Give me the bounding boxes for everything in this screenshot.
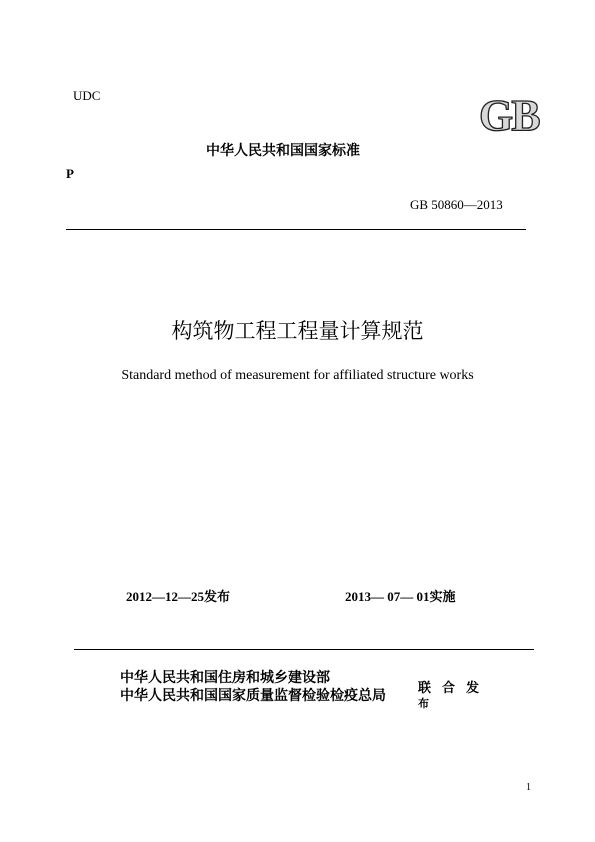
page-number: 1 bbox=[526, 782, 531, 793]
joint-char: 联 bbox=[418, 681, 432, 696]
issue-date: 2012—12—25发布 bbox=[126, 589, 231, 604]
standard-org: 中华人民共和国国家标准 bbox=[206, 143, 360, 159]
joint-issue-label bbox=[416, 677, 488, 713]
top-divider bbox=[66, 229, 526, 230]
title-chinese: 构筑物工程工程量计算规范 bbox=[171, 319, 424, 343]
joint-char: 布 bbox=[418, 697, 429, 710]
joint-char: 发 bbox=[466, 681, 480, 696]
udc-label: UDC bbox=[73, 88, 101, 103]
title-english: Standard method of measurement for affiliated structure works bbox=[121, 368, 474, 383]
standard-number: GB 50860—2013 bbox=[410, 197, 503, 212]
joint-char: 合 bbox=[442, 681, 456, 696]
gb-logo-text: GB bbox=[479, 91, 539, 138]
issuer-ministry-housing: 中华人民共和国住房和城乡建设部 bbox=[120, 670, 330, 686]
implementation-date: 2013— 07— 01实施 bbox=[345, 589, 456, 604]
classification-code: P bbox=[66, 166, 74, 181]
bottom-divider bbox=[74, 649, 534, 650]
gb-logo bbox=[476, 88, 558, 138]
issuer-aqsiq: 中华人民共和国国家质量监督检验检疫总局 bbox=[120, 688, 386, 704]
